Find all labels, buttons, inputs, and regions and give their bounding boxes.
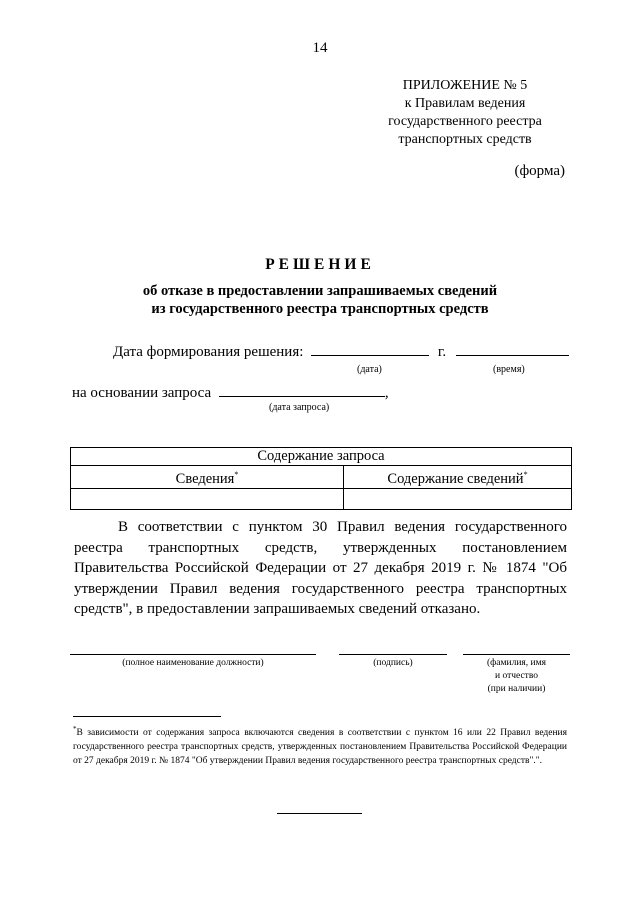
request-content-table	[70, 447, 572, 510]
decision-paragraph: В соответствии с пунктом 30 Правил ведения государственного реестра транспортных средств, утвержденных постановлением Правительства Российской Федерации от 27 декабря 2019 г. № 1874 "Об утверждении Правил ведения государственного реестра транспортных средств", в предоставлении запрашиваемых сведений отказано.	[74, 519, 567, 617]
decision-date-label: Дата формирования решения:	[113, 344, 304, 360]
name-caption: (фамилия, имя и отчество (при наличии)	[486, 658, 547, 694]
footnote-mark: *	[73, 725, 77, 733]
document-subtitle	[0, 282, 640, 318]
table-column-row	[71, 466, 572, 489]
end-of-form-line	[277, 813, 362, 814]
form-label: (форма)	[514, 163, 565, 179]
signature-line[interactable]	[339, 654, 447, 655]
column-header-content: Содержание сведений*	[344, 466, 572, 489]
document-title: РЕШЕНИЕ	[265, 256, 375, 273]
page-number: 14	[312, 40, 328, 56]
decision-date-row	[113, 344, 569, 361]
basis-comma: ,	[384, 385, 389, 401]
appendix-line-1: ПРИЛОЖЕНИЕ № 5	[402, 78, 528, 93]
basis-label: на основании запроса	[72, 385, 212, 401]
decision-date-field[interactable]	[311, 355, 429, 356]
table-row	[71, 488, 572, 509]
position-signature-line[interactable]	[70, 654, 316, 655]
request-date-caption: (дата запроса)	[269, 402, 330, 413]
year-suffix: г.	[437, 344, 447, 360]
footnote-text: В зависимости от содержания запроса включаются сведения в соответствии с пунктом 16 или 22 Правил ведения государственного реестра транспортных средств, утвержденных постановлением Правительства Российской Федерации от 27 декабря 2019 г. № 1874 "Об утверждении Правил ведения государственного реестра транспортных средств".".	[73, 728, 567, 767]
info-cell[interactable]	[71, 488, 344, 509]
name-signature-line[interactable]	[463, 654, 570, 655]
table-title-cell: Содержание запроса	[71, 448, 572, 466]
time-caption: (время)	[493, 364, 525, 375]
signature-caption: (подпись)	[373, 658, 413, 668]
appendix-line-2: к Правилам ведения	[404, 96, 526, 111]
request-date-field[interactable]	[219, 396, 385, 397]
footnote-mark: *	[234, 470, 239, 479]
basis-row	[72, 385, 389, 402]
footnote-separator	[73, 716, 221, 717]
subtitle-line-1: об отказе в предоставлении запрашиваемых сведений	[142, 283, 498, 299]
content-cell[interactable]	[344, 488, 572, 509]
column-header-info: Сведения*	[71, 466, 344, 489]
footnote	[73, 722, 567, 768]
appendix-line-4: транспортных средств	[398, 132, 532, 147]
footnote-mark: *	[523, 470, 528, 479]
decision-time-field[interactable]	[456, 355, 569, 356]
table-header-row	[71, 448, 572, 466]
position-caption: (полное наименование должности)	[122, 658, 264, 668]
decision-body	[74, 517, 567, 620]
appendix-line-3: государственного реестра	[388, 114, 542, 129]
date-caption: (дата)	[357, 364, 382, 375]
appendix-header	[360, 77, 570, 149]
subtitle-line-2: из государственного реестра транспортных средств	[151, 301, 489, 317]
